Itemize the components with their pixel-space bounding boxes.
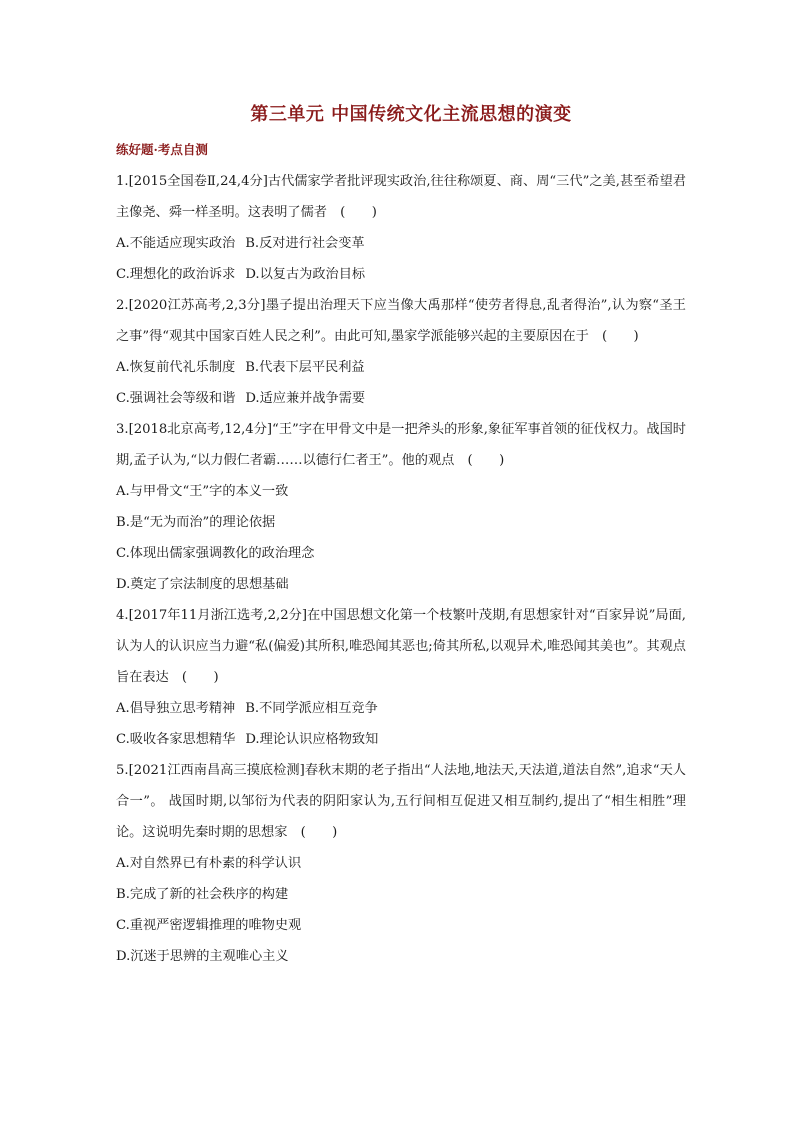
option-d: D.沉迷于思辨的主观唯心主义 bbox=[116, 949, 289, 964]
option-a: A.对自然界已有朴素的科学认识 bbox=[116, 856, 302, 871]
option-c: C.理想化的政治诉求 bbox=[116, 267, 236, 282]
option-row bbox=[116, 383, 686, 414]
option-a: A.倡导独立思考精神 bbox=[116, 701, 236, 716]
question-stem: 1.[2015全国卷Ⅱ,24,4分]古代儒家学者批评现实政治,往往称颂夏、商、周“三代”之美,甚至希望君主像尧、舜一样圣明。这表明了儒者 ( ) bbox=[116, 174, 686, 220]
question-4 bbox=[116, 600, 686, 755]
question-2 bbox=[116, 290, 686, 414]
option-b: B.不同学派应相互竞争 bbox=[245, 701, 378, 716]
unit-title: 第三单元 中国传统文化主流思想的演变 bbox=[250, 104, 572, 125]
option-row bbox=[116, 352, 686, 383]
option-b: B.完成了新的社会秩序的构建 bbox=[116, 887, 289, 902]
option-a: A.恢复前代礼乐制度 bbox=[116, 360, 236, 375]
option-c: C.强调社会等级和谐 bbox=[116, 391, 236, 406]
question-1 bbox=[116, 166, 686, 290]
question-stem: 2.[2020江苏高考,2,3分]墨子提出治理天下应当像大禹那样“使劳者得息,乱者得治”,认为察“圣王之事”得“观其中国家百姓人民之利”。由此可知,墨家学派能够兴起的主要原因在于 ( ) bbox=[116, 298, 686, 344]
question-stem: 5.[2021江西南昌高三摸底检测]春秋末期的老子指出“人法地,地法天,天法道,道法自然”,追求“天人合一”。 战国时期,以邹衍为代表的阴阳家认为,五行间相互促进又相互制约,提出了“相生相胜”理论。这说明先秦时期的思想家 ( ) bbox=[116, 763, 686, 840]
option-b: B.是“无为而治”的理论依据 bbox=[116, 515, 276, 530]
question-3 bbox=[116, 414, 686, 600]
option-b: B.代表下层平民利益 bbox=[245, 360, 365, 375]
option-d: D.奠定了宗法制度的思想基础 bbox=[116, 577, 289, 592]
document-page bbox=[116, 100, 686, 972]
option-row bbox=[116, 693, 686, 724]
option-d: D.以复古为政治目标 bbox=[245, 267, 366, 282]
option-d: D.适应兼并战争需要 bbox=[245, 391, 366, 406]
option-d: D.理论认识应格物致知 bbox=[245, 732, 379, 747]
question-5 bbox=[116, 755, 686, 972]
section-tag: 练好题·考点自测 bbox=[116, 142, 208, 157]
option-a: A.不能适应现实政治 bbox=[116, 236, 236, 251]
option-c: C.体现出儒家强调教化的政治理念 bbox=[116, 546, 315, 561]
option-row bbox=[116, 228, 686, 259]
option-a: A.与甲骨文“王”字的本义一致 bbox=[116, 484, 289, 499]
question-stem: 3.[2018北京高考,12,4分]“王”字在甲骨文中是一把斧头的形象,象征军事首领的征伐权力。战国时期,孟子认为,“以力假仁者霸……以德行仁者王”。他的观点 ( ) bbox=[116, 422, 686, 468]
option-b: B.反对进行社会变革 bbox=[245, 236, 365, 251]
question-stem: 4.[2017年11月浙江选考,2,2分]在中国思想文化第一个枝繁叶茂期,有思想家针对“百家异说”局面,认为人的认识应当力避“私(偏爱)其所积,唯恐闻其恶也;倚其所私,以观异术,唯恐闻其美也”。其观点旨在表达 ( ) bbox=[116, 608, 686, 685]
option-c: C.重视严密逻辑推理的唯物史观 bbox=[116, 918, 302, 933]
option-c: C.吸收各家思想精华 bbox=[116, 732, 236, 747]
option-row bbox=[116, 724, 686, 755]
option-row bbox=[116, 259, 686, 290]
